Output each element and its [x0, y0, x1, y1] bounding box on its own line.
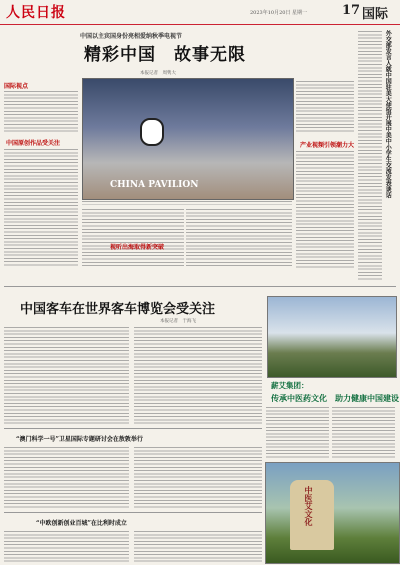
pavilion-sign: CHINA PAVILION [110, 180, 199, 190]
stone-inscription: 中医艾文化 [304, 486, 314, 526]
right-column-headline: 外交部发言人就中国驻美大使馆开展中美中小学生交流发表谈话 [384, 30, 392, 198]
lead-kicker: 中国以主宾国身份亮相爱纳秋季电视节 [80, 33, 183, 40]
subheading-industry: 产业视频引领潮力大 [300, 142, 355, 149]
section-heading-world-view: 国际视点 [4, 83, 29, 90]
photo-caption [82, 200, 292, 205]
divider [4, 512, 262, 513]
text-block [4, 90, 78, 132]
text-block [332, 406, 395, 458]
feature-headline-2: 传承中医药文化 助力健康中国建设 [271, 393, 399, 403]
feature-headline-1: 薪艾集团： [271, 381, 309, 390]
divider [4, 286, 396, 287]
text-block [134, 446, 262, 508]
feature-photo-building [267, 296, 397, 378]
section-title: 国际 [362, 7, 389, 22]
subheading-original-works: 中国原创作品受关注 [6, 140, 61, 147]
text-block [134, 530, 262, 562]
panda-figure [140, 118, 164, 146]
text-block [296, 150, 354, 268]
text-block [4, 148, 78, 268]
lead-headline: 精彩中国 故事无限 [84, 45, 246, 65]
issue-date: 2023年10月20日 星期一 [250, 10, 308, 16]
text-block [4, 530, 129, 562]
sub2-headline: “中欧创新创业百城”在比利时成立 [36, 520, 127, 527]
bus-byline: 本报记者 于海飞 [160, 319, 196, 324]
text-block [358, 30, 382, 280]
text-block [134, 326, 262, 424]
text-block [266, 406, 329, 458]
text-block [4, 326, 129, 424]
page-number: 17 [342, 3, 361, 18]
divider [4, 428, 262, 429]
bus-headline: 中国客车在世界客车博览会受关注 [20, 302, 216, 317]
masthead-logo: 人民日报 [6, 5, 66, 21]
lead-byline: 本报记者 周隽大 [140, 71, 176, 76]
subheading-overseas: 视听出海取得新突破 [110, 244, 165, 251]
text-block [296, 80, 354, 134]
text-block [186, 208, 292, 268]
text-block [4, 446, 129, 508]
sub1-headline: “澳门科学一号”卫星国际专题研讨会在敖敦举行 [16, 436, 143, 443]
text-block [82, 208, 184, 268]
